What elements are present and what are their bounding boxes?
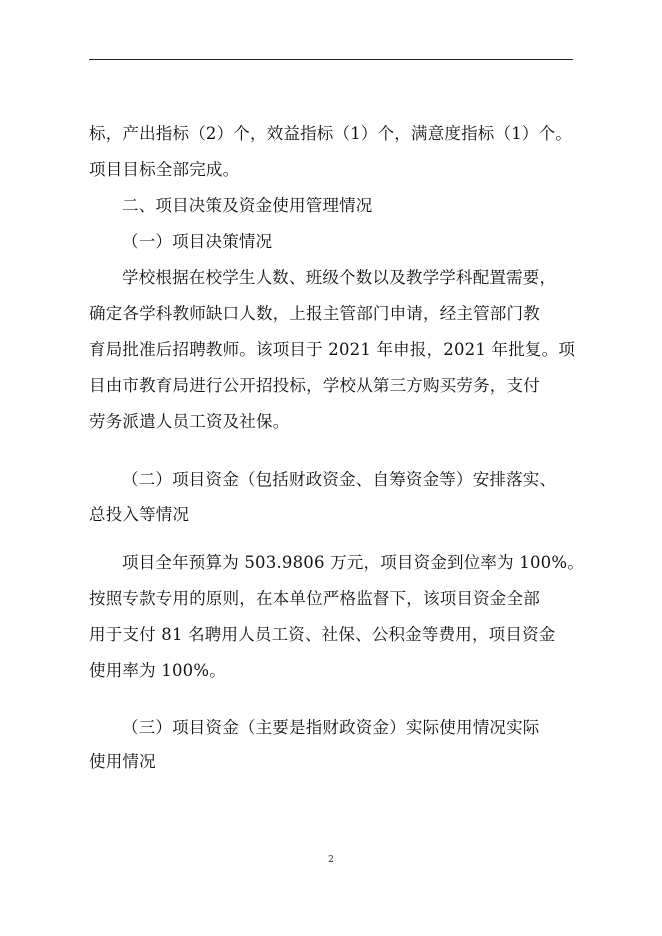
paragraph-line: 项目全年预算为 503.9806 万元，项目资金到位率为 100%。	[122, 553, 584, 572]
paragraph-line: 育局批准后招聘教师。该项目于 2021 年申报，2021 年批复。项	[89, 340, 576, 359]
paragraph-line: 按照专款专用的原则，在本单位严格监督下，该项目资金全部	[89, 589, 540, 608]
paragraph-line: 标，产出指标（2）个，效益指标（1）个，满意度指标（1）个。	[89, 124, 572, 143]
section-heading: 二、项目决策及资金使用管理情况	[122, 196, 373, 215]
paragraph-line: 学校根据在校学生人数、班级个数以及教学学科配置需要，	[122, 268, 557, 287]
subsection-heading: （一）项目决策情况	[122, 232, 273, 251]
subsection-heading: （二）项目资金（包括财政资金、自筹资金等）安排落实、	[122, 470, 557, 489]
subsection-heading-continuation: 使用情况	[89, 752, 156, 771]
paragraph-line: 目由市教育局进行公开招投标，学校从第三方购买劳务，支付	[89, 376, 540, 395]
paragraph-line: 使用率为 100%。	[89, 661, 226, 680]
paragraph-line: 确定各学科教师缺口人数，上报主管部门申请，经主管部门教	[89, 304, 540, 323]
page-number: 2	[328, 855, 334, 865]
paragraph-line: 用于支付 81 名聘用人员工资、社保、公积金等费用，项目资金	[89, 625, 556, 644]
paragraph-line: 劳务派遣人员工资及社保。	[89, 412, 290, 431]
subsection-heading-continuation: 总投入等情况	[89, 505, 190, 524]
subsection-heading: （三）项目资金（主要是指财政资金）实际使用情况实际	[122, 718, 540, 737]
paragraph-line: 项目目标全部完成。	[89, 160, 240, 179]
header-rule	[89, 59, 573, 60]
